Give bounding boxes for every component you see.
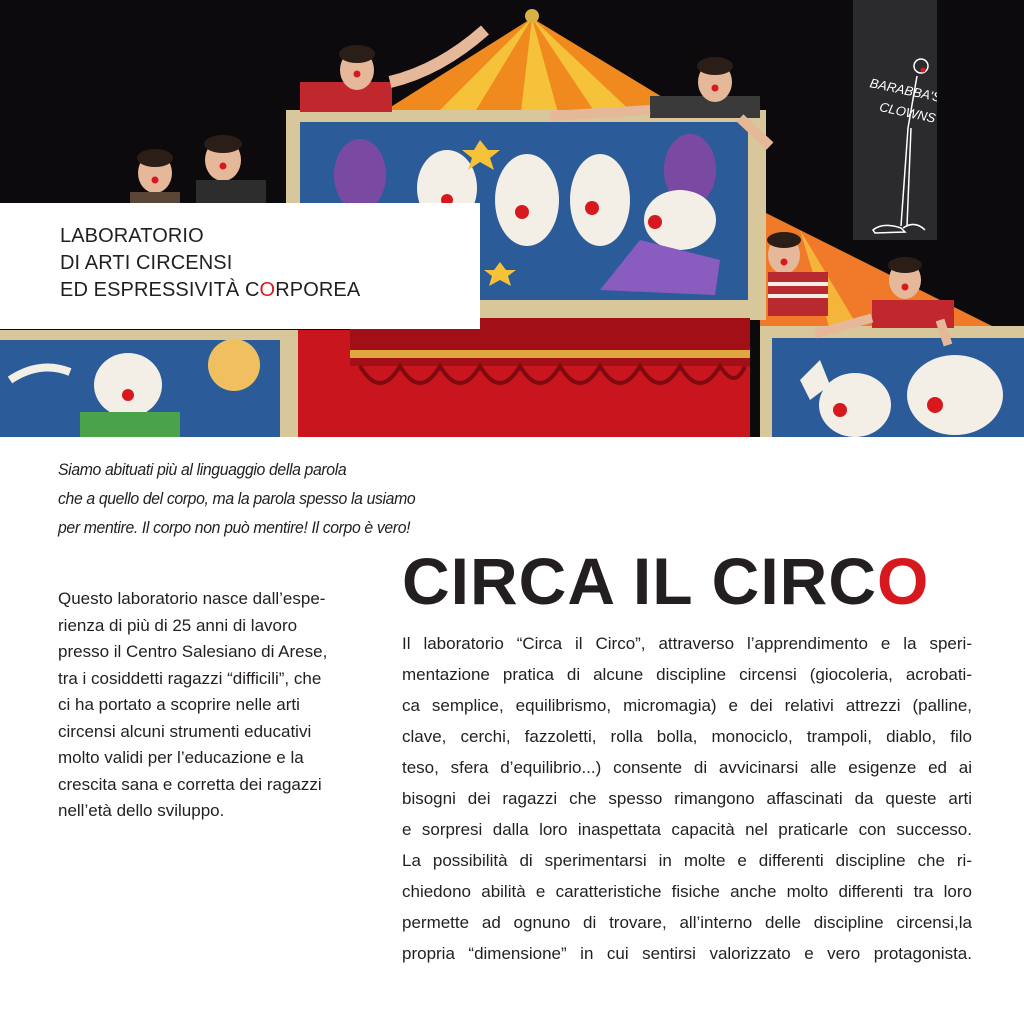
main-title-accent-letter: O — [877, 544, 930, 618]
header-title-line2: DI ARTI CIRCENSI — [60, 252, 233, 274]
logo-text-line2: CLOWNS — [878, 99, 937, 126]
clown-stilt-figure-icon — [853, 0, 937, 240]
right-column-line: chiedono abilità e caratteristiche fisiche anche molto differenti tra loro — [402, 882, 972, 901]
main-title-text: CIRCA IL CIRC — [402, 544, 877, 618]
main-title — [402, 545, 929, 617]
right-column-line: bisogni dei ragazzi che spesso rimangono affascinati da queste arti — [402, 789, 972, 808]
left-column-line: crescita sana e corretta dei ragazzi — [58, 774, 322, 794]
right-column-line: ca semplice, equilibrismo, micromagia) e dei relativi attrezzi (palline, — [402, 696, 972, 715]
puppet-stage-lower-left-panel — [0, 330, 298, 437]
left-column-line: presso il Centro Salesiano di Arese, — [58, 642, 328, 661]
left-column-line: circensi alcuni strumenti educativi — [58, 721, 312, 741]
header-title-line1: LABORATORIO — [60, 225, 204, 247]
header-title-box — [0, 203, 480, 329]
header-title-accent-letter: O — [259, 279, 276, 301]
right-column-line: La possibilità di sperimentarsi in molte e differenti discipline che ri- — [402, 851, 972, 870]
right-column-text — [402, 628, 972, 969]
puppet-stage-lower-right-panel — [760, 326, 1024, 437]
left-column-line: Questo laboratorio nasce dall’espe- — [58, 589, 326, 608]
left-column-line: nell’età dello sviluppo. — [58, 801, 225, 820]
left-column-line: molto validi per l’educazione e la — [58, 748, 304, 767]
left-column-line: ci ha portato a scoprire nelle arti — [58, 695, 300, 714]
right-column-line: mentazione pratica di alcune discipline circensi (giocoleria, acrobati- — [402, 665, 972, 684]
intro-quote — [58, 455, 416, 542]
right-column-line: clave, cerchi, fazzoletti, rolla bolla, monociclo, trampoli, diablo, filo — [402, 727, 972, 746]
right-column-line: teso, sfera d’equilibrio...) consente di avvicinarsi alle esigenze ed ai — [402, 758, 972, 777]
left-column-text — [58, 586, 348, 825]
right-column-line: permette ad ognuno di trovare, all’interno delle discipline circensi,la — [402, 913, 972, 932]
left-column-line: rienza di più di 25 anni di lavoro — [58, 615, 298, 635]
quote-line: Siamo abituati più al linguaggio della parola — [58, 460, 347, 479]
right-column-line: propria “dimensione” in cui sentirsi valorizzato e vero protagonista. — [402, 944, 972, 963]
header-title-line3 — [60, 277, 480, 304]
quote-line: per mentire. Il corpo non può mentire! Il corpo è vero! — [58, 518, 411, 537]
logo-text-line1: BARABBA'S — [868, 75, 937, 105]
barabbas-clowns-logo — [853, 0, 937, 240]
header-title-line3-start: ED ESPRESSIVITÀ C — [60, 279, 260, 301]
red-curtain — [290, 318, 750, 437]
quote-line: che a quello del corpo, ma la parola spesso la usiamo — [58, 489, 416, 508]
left-column-line: tra i cosiddetti ragazzi “difficili”, che — [58, 668, 322, 688]
right-column-line: Il laboratorio “Circa il Circo”, attraverso l’apprendimento e la speri- — [402, 634, 972, 653]
right-column-line: e sorpresi dalla loro inaspettata capacità nel praticarle con successo. — [402, 820, 972, 839]
header-title-line3-end: RPOREA — [275, 279, 361, 301]
